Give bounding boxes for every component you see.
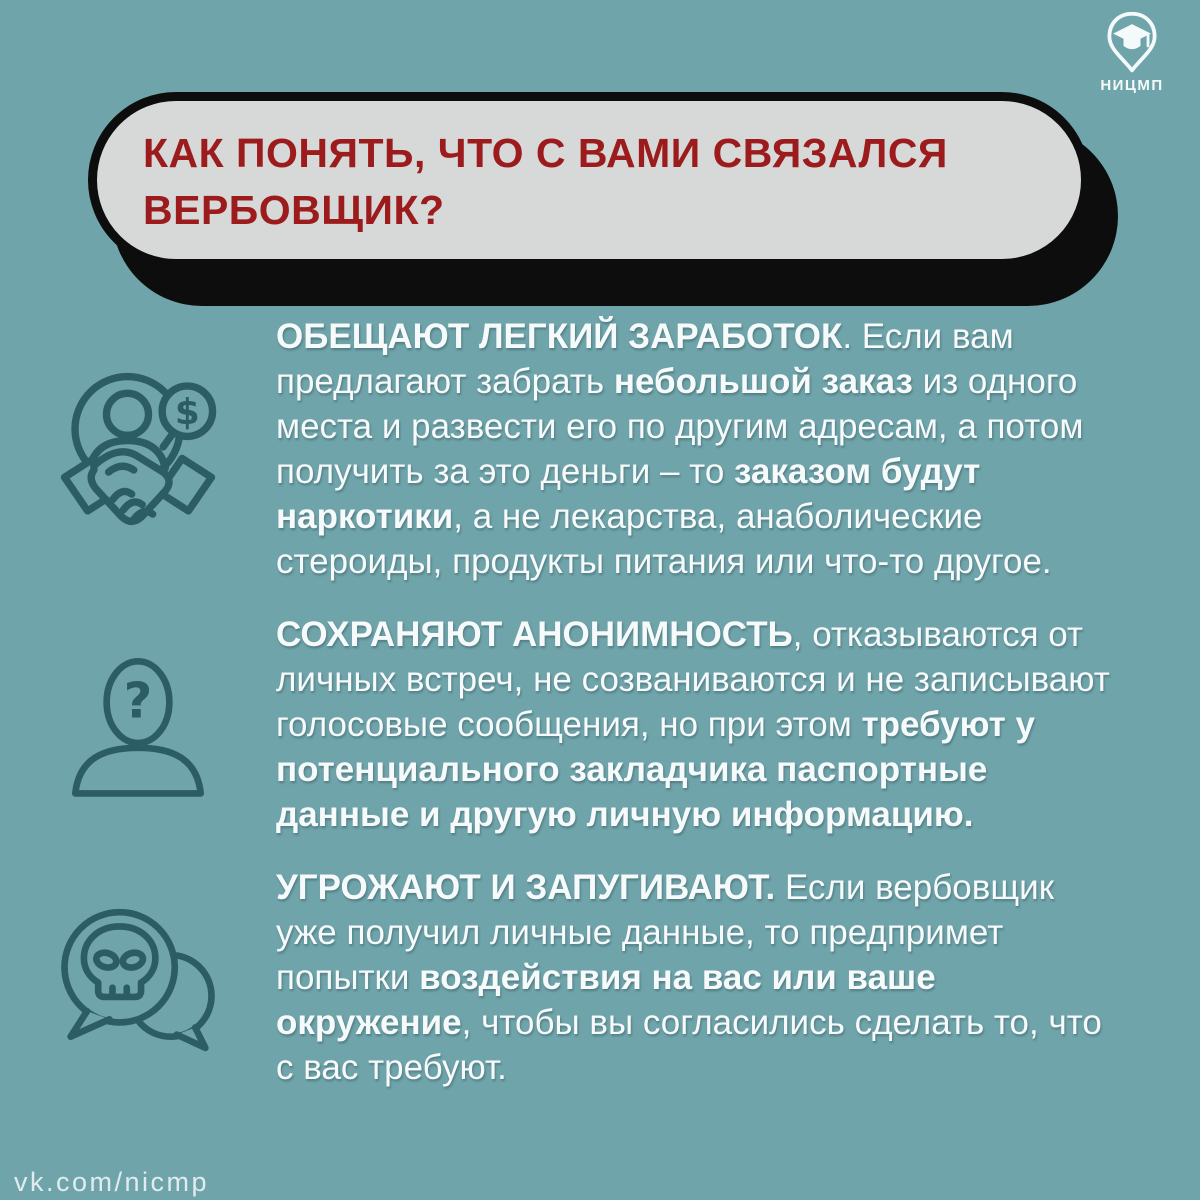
section-paragraph — [276, 865, 1122, 1090]
title-banner — [88, 92, 1090, 268]
section-paragraph — [276, 612, 1122, 837]
text-segment: из одного места и развести его по другим адресам, а потом получить за это деньги – то — [276, 362, 1084, 491]
text-segment: , отказываются от личных встреч, не созваниваются и не записывают голосовые сообщения, но при этом — [276, 615, 1110, 744]
text-segment: воздействия на вас или ваше окружение — [276, 958, 936, 1042]
logo-label: НИЦМП — [1100, 77, 1164, 94]
anonymous-person-icon — [62, 652, 214, 798]
section-icon-cell — [0, 904, 276, 1052]
question-mark-glyph: ? — [123, 670, 153, 729]
section-icon-cell — [0, 652, 276, 798]
text-segment: ОБЕЩАЮТ ЛЕГКИЙ ЗАРАБОТОК — [276, 317, 843, 356]
logo — [1080, 10, 1184, 94]
vk-link[interactable]: vk.com/nicmp — [14, 1167, 210, 1197]
section-threats — [0, 865, 1200, 1090]
text-segment: УГРОЖАЮТ И ЗАПУГИВАЮТ. — [276, 868, 776, 907]
handshake-money-icon — [54, 369, 222, 529]
text-segment: Если вербовщик уже получил личные данные, то предпримет попытки — [276, 868, 1055, 997]
section-icon-cell — [0, 369, 276, 529]
title-pill — [88, 92, 1090, 268]
text-segment: , а не лекарства, анаболические стероиды, продукты питания или что-то другое. — [276, 497, 1052, 581]
text-segment: заказом будут наркотики — [276, 452, 981, 536]
dollar-sign-glyph: $ — [174, 391, 200, 433]
section-easy-money — [0, 314, 1200, 584]
skull-speech-bubble-icon — [56, 904, 220, 1052]
graduation-cap-pin-icon — [1100, 10, 1164, 76]
text-segment: СОХРАНЯЮТ АНОНИМНОСТЬ — [276, 615, 793, 654]
page-title: КАК ПОНЯТЬ, ЧТО С ВАМИ СВЯЗАЛСЯ ВЕРБОВЩИК? — [143, 130, 948, 233]
text-segment: небольшой заказ — [613, 362, 913, 401]
text-segment: , чтобы вы согласились сделать то, что с вас требуют. — [276, 1003, 1102, 1087]
text-segment: . Если вам предлагают забрать — [276, 317, 1014, 401]
sections — [0, 314, 1200, 1118]
section-anonymity — [0, 612, 1200, 837]
text-segment: требуют у потенциального закладчика паспортные данные и другую личную информацию. — [276, 705, 1035, 834]
section-paragraph — [276, 314, 1122, 584]
